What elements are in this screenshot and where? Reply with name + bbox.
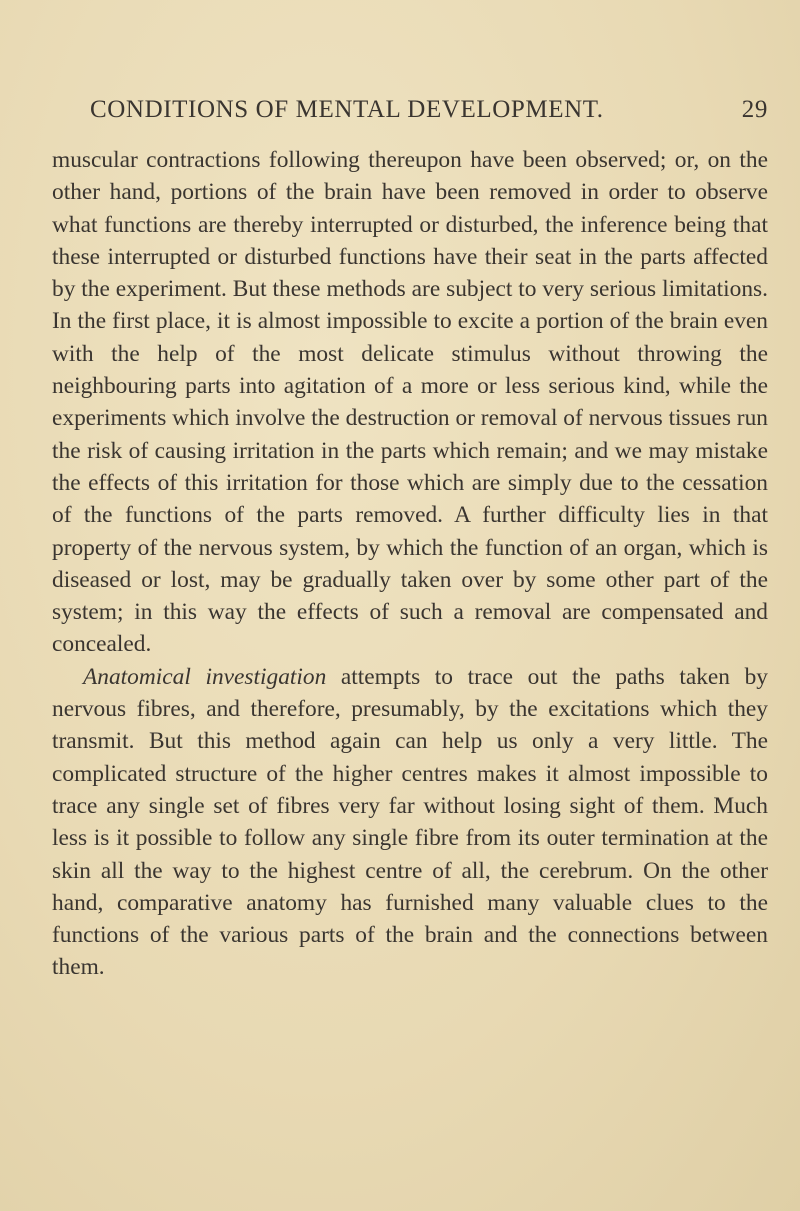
- paragraph-2: [52, 661, 768, 984]
- running-head: [52, 96, 768, 136]
- paragraph-1: muscular contractions following thereupon have been observed; or, on the other hand, portions of the brain have been removed in order to observe what functions are thereby interrupted or disturbed, the inference being that these interrupted or disturbed functions have their seat in the parts affected by the experiment. But these methods are subject to very serious limitations. In the first place, it is almost impossible to excite a portion of the brain even with the help of the most delicate stimulus without throwing the neighbouring parts into agitation of a more or less serious kind, while the experiments which involve the destruction or removal of nervous tissues run the risk of causing irritation in the parts which remain; and we may mistake the effects of this irritation for those which are simply due to the cessation of the functions of the parts removed. A further difficulty lies in that property of the nervous system, by which the function of an organ, which is diseased or lost, may be gradually taken over by some other part of the system; in this way the effects of such a removal are compensated and concealed.: [52, 147, 768, 658]
- running-title: CONDITIONS OF MENTAL DEVELOPMENT.: [90, 96, 604, 123]
- book-page: [52, 96, 768, 984]
- page-number: 29: [741, 96, 768, 123]
- paragraph-2-text: attempts to trace out the paths taken by nervous fibres, and therefore, presumably, by the excitations which they transmit. But this method again can help us only a very little. The complicated structure of the higher centres makes it almost impossible to trace any single set of fibres very far without losing sight of them. Much less is it possible to follow any single fibre from its outer termination at the skin all the way to the highest centre of all, the cerebrum. On the other hand, comparative anatomy has furnished many valuable clues to the functions of the various parts of the brain and the connections between them.: [52, 663, 768, 981]
- italic-phrase: Anatomical investigation: [83, 663, 327, 690]
- body-text: [52, 144, 768, 984]
